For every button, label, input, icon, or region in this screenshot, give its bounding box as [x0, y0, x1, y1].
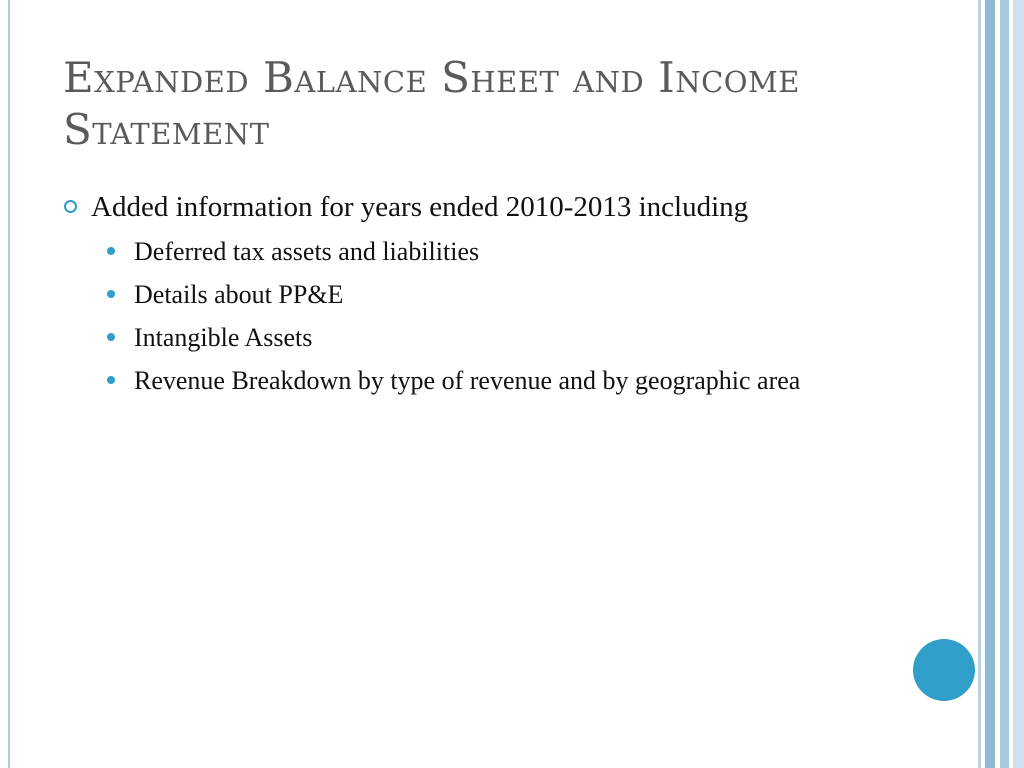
left-border-line — [8, 0, 10, 768]
sub-bullet-item — [105, 362, 882, 399]
sub-bullet-item — [105, 319, 882, 356]
right-decorative-stripes — [978, 0, 1024, 768]
main-bullet-text: Added information for years ended 2010-2013 including — [91, 191, 749, 223]
main-bullet-item — [62, 188, 882, 227]
stripe — [985, 0, 995, 768]
hollow-circle-bullet-icon — [64, 200, 77, 213]
sub-bullet-text: Revenue Breakdown by type of revenue and by geographic area — [134, 366, 801, 395]
filled-dot-bullet-icon — [107, 333, 115, 341]
sub-bullet-text: Intangible Assets — [134, 323, 313, 352]
sub-bullet-item — [105, 233, 882, 270]
stripe — [1013, 0, 1024, 768]
accent-circle — [913, 639, 975, 701]
sub-bullet-text: Deferred tax assets and liabilities — [134, 237, 480, 266]
sub-bullet-list — [62, 233, 882, 399]
sub-bullet-text: Details about PP&E — [134, 280, 344, 309]
filled-dot-bullet-icon — [107, 290, 115, 298]
slide-title: Expanded Balance Sheet and Income Statement — [63, 53, 800, 154]
filled-dot-bullet-icon — [107, 376, 115, 384]
filled-dot-bullet-icon — [107, 247, 115, 255]
stripe — [1000, 0, 1009, 768]
sub-bullet-item — [105, 276, 882, 313]
slide-body — [62, 188, 882, 405]
